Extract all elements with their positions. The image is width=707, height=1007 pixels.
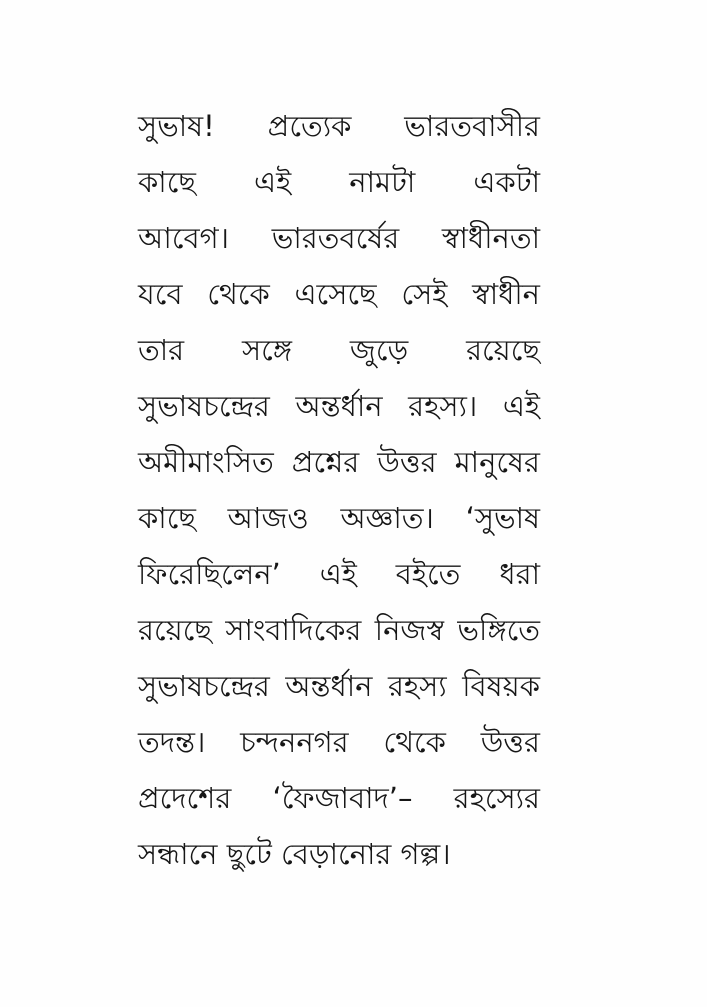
blurb-line-13: প্রদেশের ‘ফৈজাবাদ’– রহস্যের [138, 781, 540, 815]
blurb-line-6: সুভাষচন্দ্রের অন্তর্ধান রহস্য। এই [138, 389, 540, 423]
blurb-line-10: রয়েছে সাংবাদিকের নিজস্ব ভঙ্গিতে [138, 613, 540, 647]
blurb-line-9: ফিরেছিলেন’ এই বইতে ধরা [138, 557, 540, 591]
blurb-line-11: সুভাষচন্দ্রের অন্তর্ধান রহস্য বিষয়ক [138, 669, 540, 703]
blurb-line-3: আবেগ। ভারতবর্ষের স্বাধীনতা [138, 221, 540, 255]
blurb-line-1: সুভাষ! প্রত্যেক ভারতবাসীর [138, 109, 540, 143]
blurb-line-12: তদন্ত। চন্দননগর থেকে উত্তর [138, 725, 540, 759]
blurb-line-5: তার সঙ্গে জুড়ে রয়েছে [138, 333, 540, 367]
blurb-line-4: যবে থেকে এসেছে সেই স্বাধীন [138, 277, 540, 311]
blurb-line-7: অমীমাংসিত প্রশ্নের উত্তর মানুষের [138, 445, 540, 479]
blurb-line-8: কাছে আজও অজ্ঞাত। ‘সুভাষ [138, 501, 540, 535]
blurb-line-14: সন্ধানে ছুটে বেড়ানোর গল্প। [138, 837, 451, 871]
blurb-line-2: কাছে এই নামটা একটা [138, 165, 540, 199]
blurb-paragraph [138, 98, 540, 882]
